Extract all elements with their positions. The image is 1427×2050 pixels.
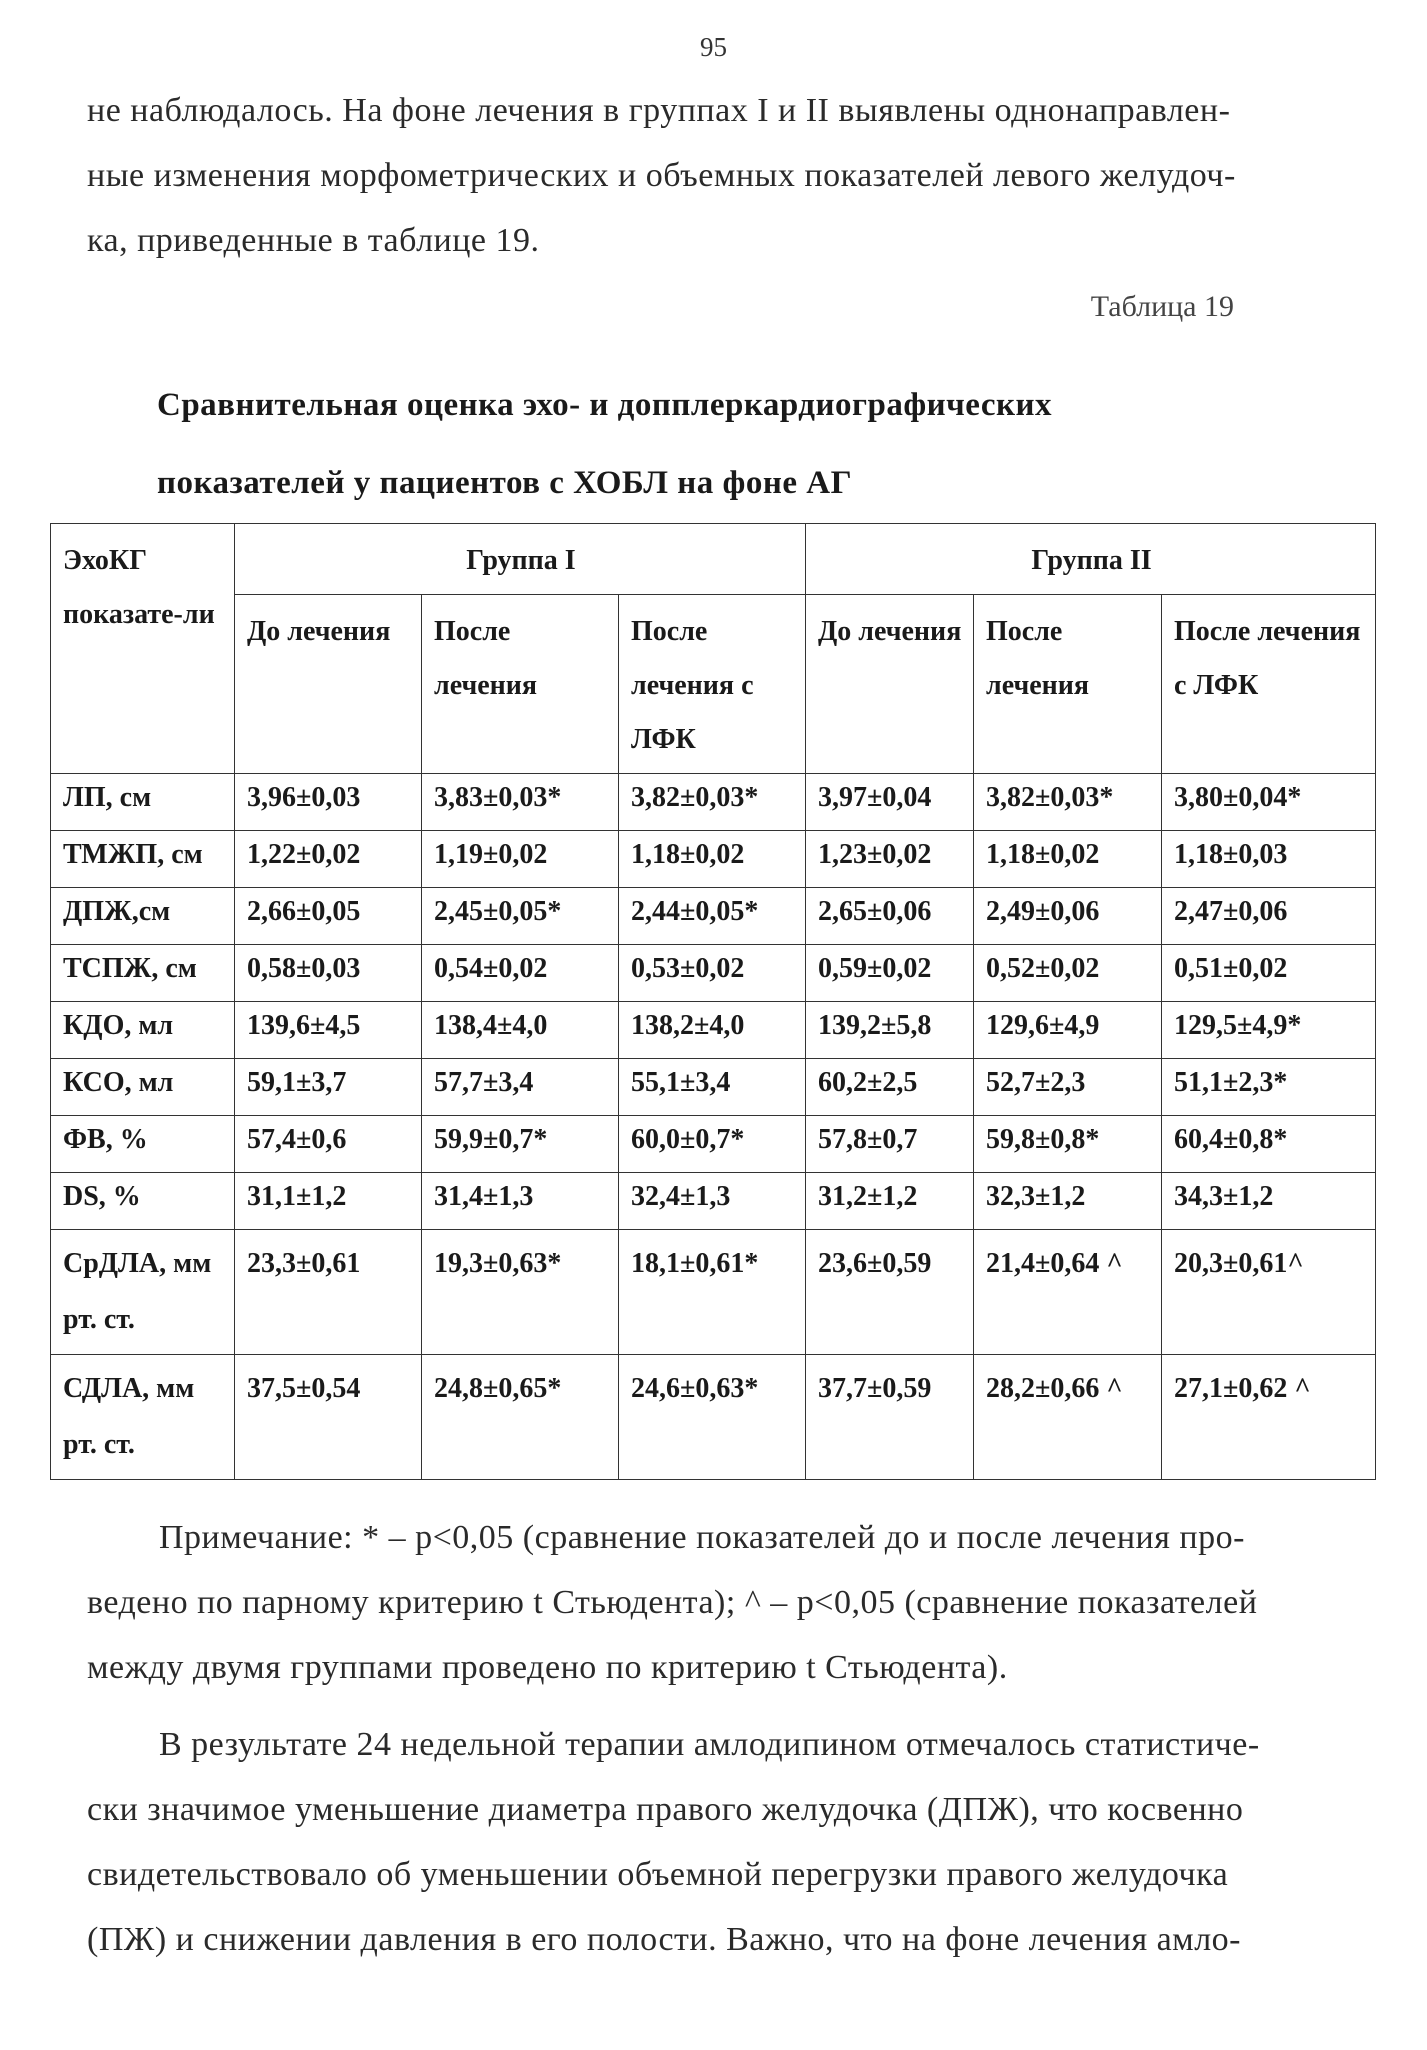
row-label: КДО, мл	[51, 1002, 235, 1059]
table-cell: 24,8±0,65*	[422, 1355, 619, 1480]
table-cell: 3,82±0,03*	[619, 774, 806, 831]
table-cell: 24,6±0,63*	[619, 1355, 806, 1480]
table-cell: 31,2±1,2	[806, 1173, 974, 1230]
table-cell: 0,59±0,02	[806, 945, 974, 1002]
table-row	[51, 888, 1376, 945]
table-cell: 20,3±0,61^	[1162, 1230, 1376, 1355]
row-label: СрДЛА, мм рт. ст.	[51, 1230, 235, 1355]
row-label: СДЛА, мм рт. ст.	[51, 1355, 235, 1480]
table-cell: 3,97±0,04	[806, 774, 974, 831]
table-cell: 0,52±0,02	[974, 945, 1162, 1002]
table-cell: 1,18±0,02	[974, 831, 1162, 888]
table-cell: 2,45±0,05*	[422, 888, 619, 945]
note-line: ведено по парному критерию t Стьюдента); ^ – p<0,05 (сравнение показателей	[87, 1584, 1258, 1621]
table-cell: 27,1±0,62 ^	[1162, 1355, 1376, 1480]
table-cell: 2,66±0,05	[235, 888, 422, 945]
table-cell: 60,4±0,8*	[1162, 1116, 1376, 1173]
row-label: DS, %	[51, 1173, 235, 1230]
table-cell: 32,4±1,3	[619, 1173, 806, 1230]
table-cell: 1,19±0,02	[422, 831, 619, 888]
table-cell: 2,65±0,06	[806, 888, 974, 945]
table-cell: 129,6±4,9	[974, 1002, 1162, 1059]
table-cell: 139,2±5,8	[806, 1002, 974, 1059]
table-cell: 1,18±0,02	[619, 831, 806, 888]
table-cell: 57,8±0,7	[806, 1116, 974, 1173]
table-cell: 51,1±2,3*	[1162, 1059, 1376, 1116]
table-cell: 59,8±0,8*	[974, 1116, 1162, 1173]
table-cell: 2,49±0,06	[974, 888, 1162, 945]
note-line: между двумя группами проведено по критерию t Стьюдента).	[87, 1649, 1008, 1686]
table-cell: 138,4±4,0	[422, 1002, 619, 1059]
table-row	[51, 1173, 1376, 1230]
table-cell: 60,2±2,5	[806, 1059, 974, 1116]
table-row	[51, 1002, 1376, 1059]
table-title-line: показателей у пациентов с ХОБЛ на фоне АГ	[157, 465, 853, 501]
table-row	[51, 1355, 1376, 1480]
table-cell: 28,2±0,66 ^	[974, 1355, 1162, 1480]
table-number: Таблица 19	[1090, 290, 1234, 323]
result-line: (ПЖ) и снижении давления в его полости. Важно, что на фоне лечения амло-	[87, 1921, 1241, 1958]
table-cell: 0,51±0,02	[1162, 945, 1376, 1002]
table-cell: 31,4±1,3	[422, 1173, 619, 1230]
table-cell: 23,6±0,59	[806, 1230, 974, 1355]
page-number: 95	[700, 32, 727, 62]
table-row	[51, 1116, 1376, 1173]
sub-header: До лечения	[235, 595, 422, 774]
table-cell: 59,1±3,7	[235, 1059, 422, 1116]
table-cell: 57,7±3,4	[422, 1059, 619, 1116]
result-line: В результате 24 недельной терапии амлодипином отмечалось статистиче-	[159, 1726, 1260, 1763]
table-cell: 0,58±0,03	[235, 945, 422, 1002]
result-line: свидетельствовало об уменьшении объемной перегрузки правого желудочка	[87, 1856, 1229, 1893]
row-label: ТСПЖ, см	[51, 945, 235, 1002]
table-cell: 19,3±0,63*	[422, 1230, 619, 1355]
table-cell: 59,9±0,7*	[422, 1116, 619, 1173]
row-label: ЛП, см	[51, 774, 235, 831]
table-cell: 1,23±0,02	[806, 831, 974, 888]
table-cell: 3,82±0,03*	[974, 774, 1162, 831]
table-cell: 55,1±3,4	[619, 1059, 806, 1116]
intro-paragraph	[87, 78, 1337, 273]
table-title-line: Сравнительная оценка эхо- и допплеркардиографических	[157, 387, 1053, 423]
table-row	[51, 1230, 1376, 1355]
intro-line: ка, приведенные в таблице 19.	[87, 222, 540, 259]
group-header: Группа I	[235, 524, 806, 595]
sub-header: После лечения с ЛФК	[1162, 595, 1376, 774]
table-cell: 2,47±0,06	[1162, 888, 1376, 945]
echo-table	[50, 523, 1376, 1480]
table-cell: 52,7±2,3	[974, 1059, 1162, 1116]
row-label: ДПЖ,см	[51, 888, 235, 945]
table-cell: 37,5±0,54	[235, 1355, 422, 1480]
table-row	[51, 831, 1376, 888]
table-cell: 34,3±1,2	[1162, 1173, 1376, 1230]
result-paragraph	[87, 1712, 1337, 1972]
table-title	[157, 366, 1052, 522]
table-cell: 1,18±0,03	[1162, 831, 1376, 888]
intro-line: ные изменения морфометрических и объемных показателей левого желудоч-	[87, 157, 1236, 194]
table-cell: 18,1±0,61*	[619, 1230, 806, 1355]
table-cell: 139,6±4,5	[235, 1002, 422, 1059]
corner-header: ЭхоКГ показате-ли	[51, 524, 235, 774]
row-label: ТМЖП, см	[51, 831, 235, 888]
table-cell: 32,3±1,2	[974, 1173, 1162, 1230]
table-note	[87, 1505, 1337, 1700]
table-cell: 37,7±0,59	[806, 1355, 974, 1480]
table-row	[51, 774, 1376, 831]
table-cell: 21,4±0,64 ^	[974, 1230, 1162, 1355]
table-cell: 60,0±0,7*	[619, 1116, 806, 1173]
table-cell: 31,1±1,2	[235, 1173, 422, 1230]
sub-header: До лечения	[806, 595, 974, 774]
group-header: Группа II	[806, 524, 1376, 595]
table-row	[51, 1059, 1376, 1116]
row-label: КСО, мл	[51, 1059, 235, 1116]
intro-line: не наблюдалось. На фоне лечения в группах I и II выявлены однонаправлен-	[87, 92, 1231, 129]
table-cell: 0,53±0,02	[619, 945, 806, 1002]
table-cell: 2,44±0,05*	[619, 888, 806, 945]
note-line: Примечание: * – p<0,05 (сравнение показателей до и после лечения про-	[159, 1519, 1245, 1556]
table-cell: 3,96±0,03	[235, 774, 422, 831]
table-cell: 129,5±4,9*	[1162, 1002, 1376, 1059]
row-label: ФВ, %	[51, 1116, 235, 1173]
table-row	[51, 945, 1376, 1002]
table-cell: 1,22±0,02	[235, 831, 422, 888]
table-cell: 23,3±0,61	[235, 1230, 422, 1355]
table-cell: 3,83±0,03*	[422, 774, 619, 831]
table-cell: 57,4±0,6	[235, 1116, 422, 1173]
sub-header: После лечения	[974, 595, 1162, 774]
table-cell: 138,2±4,0	[619, 1002, 806, 1059]
sub-header: После лечения	[422, 595, 619, 774]
sub-header: После лечения с ЛФК	[619, 595, 806, 774]
table-cell: 0,54±0,02	[422, 945, 619, 1002]
result-line: ски значимое уменьшение диаметра правого желудочка (ДПЖ), что косвенно	[87, 1791, 1244, 1828]
table-cell: 3,80±0,04*	[1162, 774, 1376, 831]
